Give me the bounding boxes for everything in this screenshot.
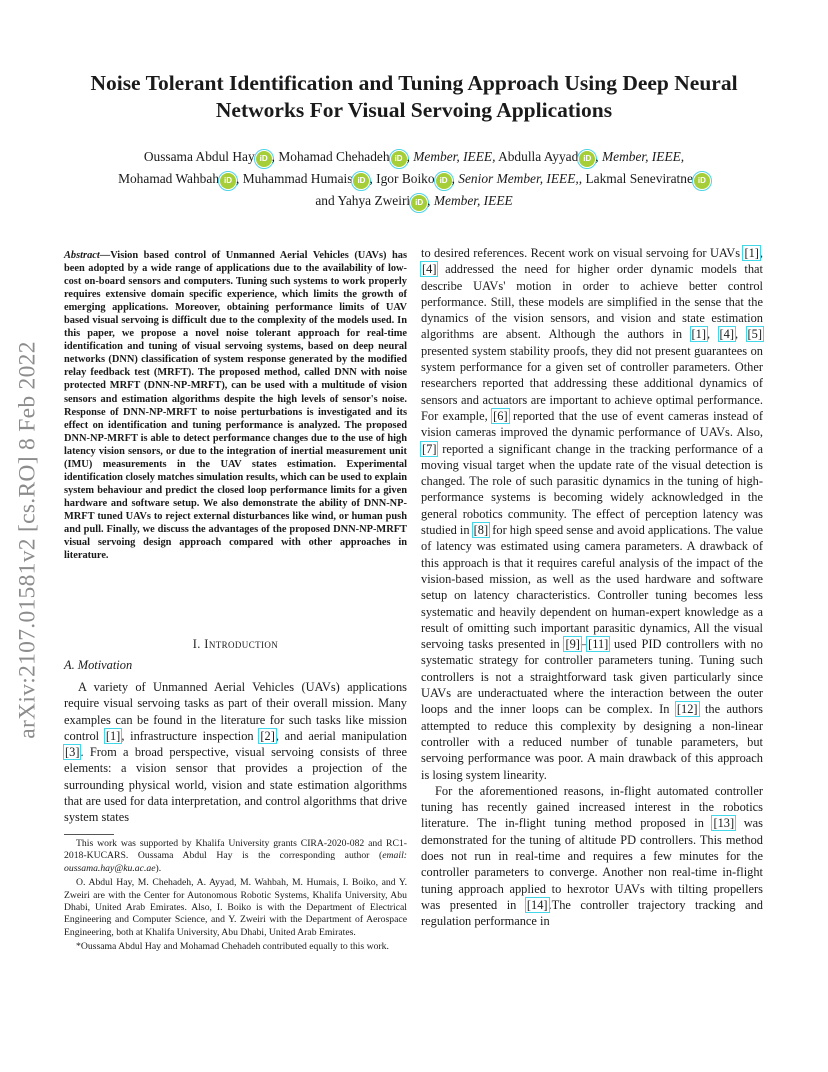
paragraph-text: – — [580, 637, 588, 652]
citation-link[interactable]: [7] — [422, 441, 437, 456]
orcid-icon[interactable]: iD — [411, 195, 427, 211]
paragraph-text: to desired references. Recent work on visual servoing for UAVs — [421, 246, 744, 260]
citation-link[interactable]: [1] — [105, 728, 121, 743]
paragraph-text: , — [734, 327, 747, 342]
paragraph-text: , and aerial manipulation — [275, 728, 407, 743]
author-name: Lakmal Seneviratne — [585, 171, 693, 186]
paragraph-text: presented system stability proofs, they did not present guarantees on system performance for a given set of controller parameters. Other researchers reported that addressing these additional dynamics of sensors and actuators are important to achieve optimal performance. For example, — [421, 343, 763, 423]
author-name: Oussama Abdul Hay — [143, 149, 255, 164]
footnote-rule — [64, 834, 114, 835]
footnote-affiliation: O. Abdul Hay, M. Chehadeh, A. Ayyad, M. Wahbah, M. Humais, I. Boiko, and Y. Zweiri are with the Center for Autonomous Robotic Systems, Khalifa University, Abu Dhabi, United Arab Emirates. Also, I. Boiko is with the Department of Electrical Engineering and Computer Science, and Y. Zweiri with the Department of Aerospace Engineering, both at Khalifa University, Abu Dhabi, United Arab Emirates. — [64, 877, 407, 938]
paper-title: Noise Tolerant Identification and Tuning Approach Using Deep Neural Networks For Visual Servoing Applications — [90, 71, 738, 122]
citation-link[interactable]: [6] — [493, 408, 508, 423]
paragraph-text: the authors attempted to reduce this complexity by designing a non-linear controller with a reduced number of tunable parameters, but servoing performance was poor. A main drawback of this approach is losing system linearity. — [421, 702, 764, 782]
footnote-equal-contribution: *Oussama Abdul Hay and Mohamad Chehadeh contributed equally to this work. — [76, 941, 389, 953]
orcid-icon[interactable]: iD — [220, 173, 236, 189]
citation-link[interactable]: [5] — [747, 327, 762, 342]
citation-link[interactable]: [14] — [526, 897, 548, 912]
intro-column-right — [421, 245, 763, 929]
orcid-icon[interactable]: iD — [353, 173, 369, 189]
footnote-email[interactable]: email: oussama.hay@ku.ac.ae — [64, 850, 407, 874]
footnote-support — [64, 838, 407, 875]
abstract-text: —Vision based control of Unmanned Aerial Vehicles (UAVs) has been adopted by a wide range of applications due to the availability of low-cost on-board sensors and computers. Tuning such systems to work properly requires extensive domain specific experience, which limits the growth of emerging applications. Moreover, obtaining performance limits of UAV based visual servoing is difficult due to the complexity of the models used. In this paper, we propose a novel noise tolerant approach for real-time identification and tuning of visual servoing systems, based on deep neural networks (DNN) classification of system response generated by the modified relay feedback test (MRFT). The proposed method, called DNN with noise protected MRFT (DNN-NP-MRFT), can be used with a multitude of vision sensors and estimation algorithms despite the high levels of sensor's noise. Response of DNN-NP-MRFT to noise perturbations is investigated and its effect on identification and tuning performance is analyzed. The proposed DNN-NP-MRFT is able to detect performance changes due to the use of high latency vision sensors, or due to the integration of inertial measurement unit (IMU) measurements in the UAV states estimation. Experimental identification closely matches simulation results, which can be used to explain system behaviour and predict the closed loop performance limits for a given hardware and software setup. We also demonstrate the ability of DNN-NP-MRFT tuned UAVs to reject external disturbances like wind, or human push and pull. Finally, we discuss the advantages of the proposed DNN-NP-MRFT visual servoing design approach compared with other approaches in literature. — [64, 250, 407, 562]
paragraph-text: reported that the use of event cameras instead of vision cameras improved the dynamic performance of UAVs. Also, — [421, 408, 763, 440]
author-name: Abdulla Ayyad — [498, 149, 579, 164]
citation-link[interactable]: [8] — [473, 523, 489, 538]
section-heading-text: I. Introduction — [192, 637, 279, 651]
section-heading — [64, 637, 407, 652]
footnote-support-end: ). — [155, 862, 162, 874]
paragraph-text: . From a broad perspective, visual servoing consists of three elements: a vision sensor that provides a projection of the surrounding physical world, vision and state estimation algorithms that are used for data interpretation, and control algorithms that drive system states — [64, 745, 407, 825]
paragraph-text: reported a significant change in the tracking performance of a moving visual target when the update rate of the visual detection is changed. The role of such parasitic dynamics in the tuning of high-performance systems is becoming widely acknowledged in the general robotics community. The effect of perception latency was studied in — [421, 441, 763, 538]
right-paragraph-1 — [421, 245, 763, 783]
author-list — [40, 146, 788, 212]
citation-link[interactable]: [13] — [713, 816, 735, 831]
citation-link[interactable]: [11] — [588, 637, 609, 652]
paragraph-text: for high speed sense and avoid applications. The value of latency was estimated using camera parameters. A drawback of this approach is that it requires careful analysis of the impact of the vision-based mission, as well as the used hardware and software setup on latency characteristics. Controller tuning becomes less systematic and heavily dependent on human-expert knowledge as a result of omitting such important parasitic dynamics, All the visual servoing tasks presented in — [421, 523, 763, 652]
intro-paragraph — [64, 679, 407, 826]
author-affiliation: Member, IEEE — [433, 193, 513, 208]
arxiv-stamp — [5, 315, 51, 765]
subsection-heading: A. Motivation — [64, 658, 133, 672]
author-line-2: Mohamad Wahbah iD , Muhammad Humais iD , Igor Boiko iD , Senior Member, IEEE,, Lakmal Seneviratne iD — [40, 168, 788, 190]
orcid-icon[interactable]: iD — [694, 173, 710, 189]
citation-link[interactable]: [3] — [65, 745, 80, 760]
abstract-label: Abstract — [64, 250, 100, 261]
orcid-icon[interactable]: iD — [256, 151, 272, 167]
citation-link[interactable]: [2] — [260, 728, 275, 743]
paragraph-text: used PID controllers with no systematic strategy for controller parameters tuning. Tuning such controllers is not a straightforward task given particularly since UAVs are underactuated where the interaction between the outer loops and the inner loops can be complex. In — [421, 637, 763, 717]
orcid-icon[interactable]: iD — [436, 173, 452, 189]
author-name: and Yahya Zweiri — [315, 193, 411, 208]
footnotes — [64, 838, 407, 956]
author-name: Mohamad Wahbah — [118, 171, 220, 186]
author-affiliation: Senior Member, IEEE,, — [458, 171, 583, 186]
author-affiliation: Member, IEEE, — [601, 149, 685, 164]
author-name: Mohamad Chehadeh — [278, 149, 390, 164]
author-name: Muhammad Humais — [242, 171, 353, 186]
citation-link[interactable]: [4] — [422, 262, 437, 277]
orcid-icon[interactable]: iD — [579, 151, 595, 167]
right-paragraph-2 — [421, 783, 763, 930]
citation-link[interactable]: [9] — [565, 637, 580, 652]
intro-column-left — [64, 679, 407, 826]
paragraph-text: , — [759, 246, 763, 260]
orcid-icon[interactable]: iD — [391, 151, 407, 167]
author-name: Igor Boiko — [376, 171, 435, 186]
paragraph-text: For the aforementioned reasons, in-flight automated controller tuning has recently gained increased interest in the robotics literature. The in-flight tuning method proposed in — [421, 783, 763, 831]
paragraph-text: addressed the need for higher order dynamic models that describe UAVs' motion in order to achieve better control performance. Still, these models are simplified in the sense that the dynamics of the vision sensors, and vision and state estimation algorithms are absent. Although the authors in — [421, 262, 763, 342]
author-line-1: Oussama Abdul Hay iD , Mohamad Chehadeh iD , Member, IEEE, Abdulla Ayyad iD , Member, IEEE, — [40, 146, 788, 168]
footnote-support-text: This work was supported by Khalifa University grants CIRA-2020-082 and RC1-2018-KUCARS. Oussama Abdul Hay is the corresponding author ( — [64, 838, 407, 862]
citation-link[interactable]: [12] — [676, 702, 698, 717]
citation-link[interactable]: [1] — [744, 246, 759, 260]
paragraph-text: .The controller trajectory tracking and regulation performance in — [421, 897, 763, 929]
abstract — [64, 249, 407, 562]
paragraph-text: , — [706, 327, 719, 342]
arxiv-identifier[interactable]: arXiv:2107.01581v2 [cs.RO] 8 Feb 2022 — [14, 341, 41, 739]
paragraph-text: , infrastructure inspection — [121, 728, 260, 743]
author-line-3: and Yahya Zweiri iD , Member, IEEE — [40, 190, 788, 212]
paragraph-text: A variety of Unmanned Aerial Vehicles (UAVs) applications require visual servoing tasks as part of their overall mission. Many examples can be found in the literature for such tasks like mission control — [64, 680, 407, 743]
paragraph-text: was demonstrated for the tuning of altitude PD controllers. This method does not run in real-time and requires a few minutes for the controller parameters to converge. Another non real-time in-flight tuning approach applied to hexrotor UAVs with tilting propellers was presented in — [421, 816, 763, 912]
author-affiliation: Member, IEEE, — [413, 149, 496, 164]
citation-link[interactable]: [4] — [719, 327, 734, 342]
citation-link[interactable]: [1] — [691, 327, 706, 342]
